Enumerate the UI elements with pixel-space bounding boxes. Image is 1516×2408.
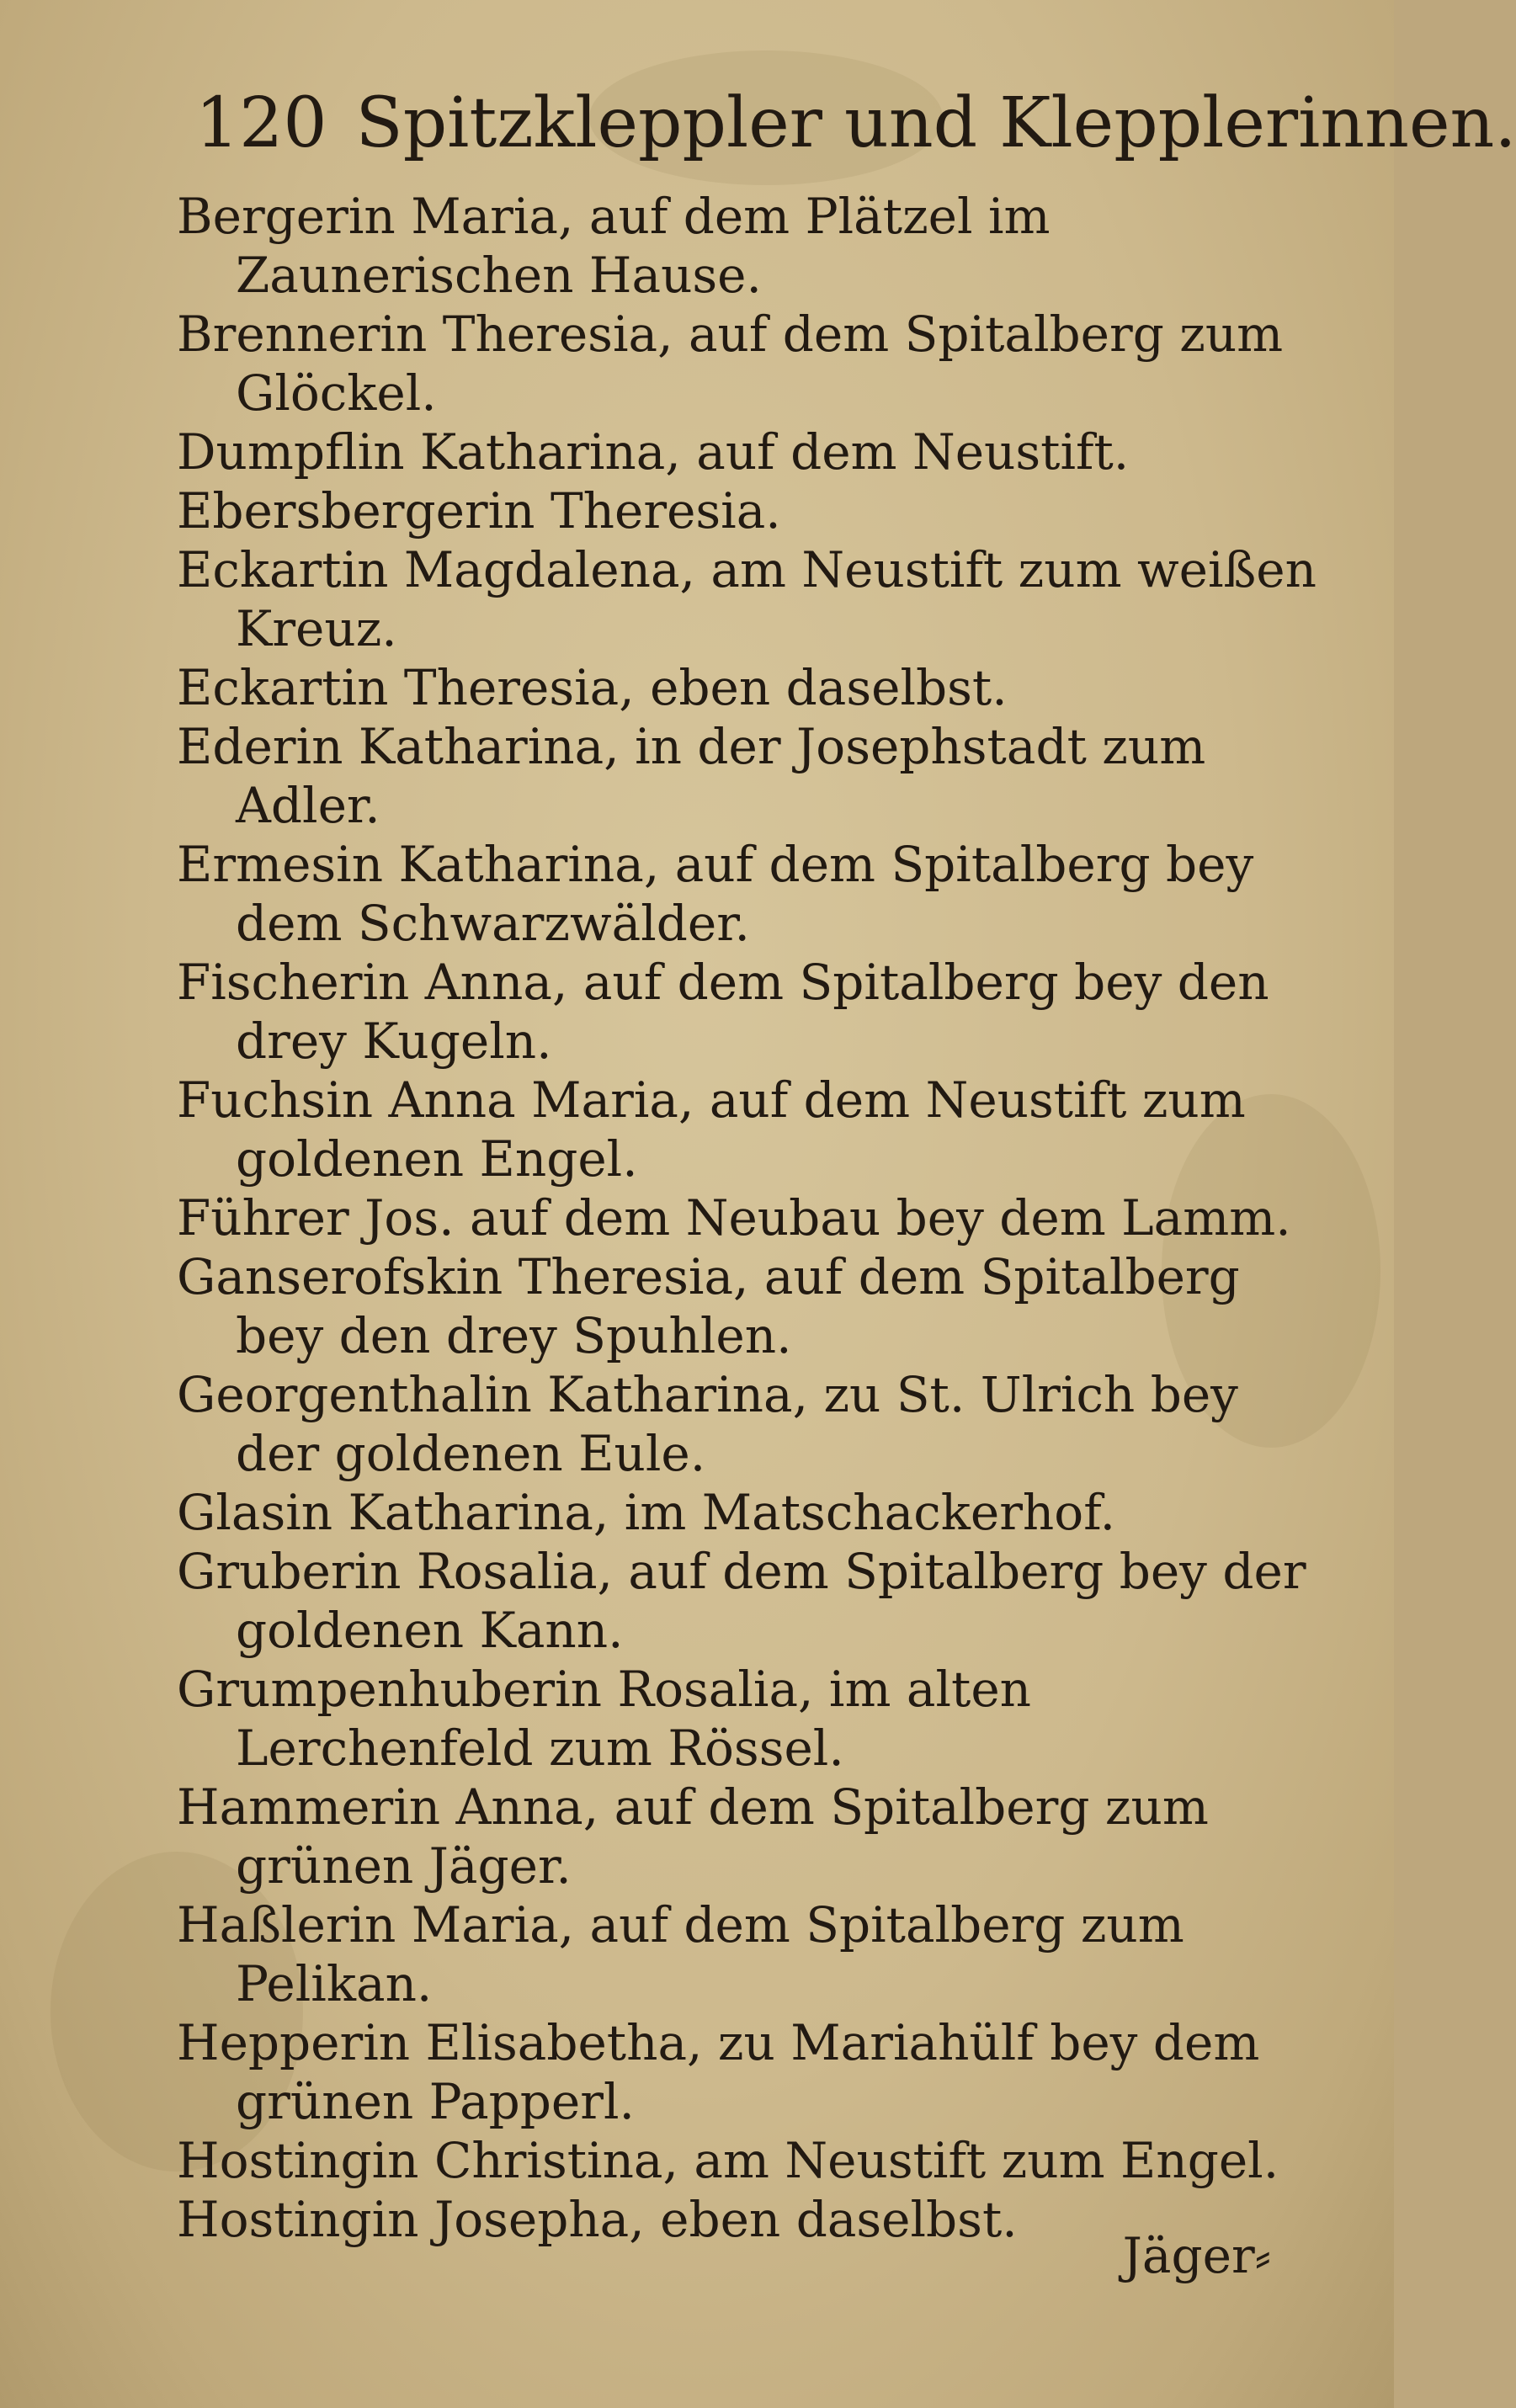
list-item: Eckartin Theresia, eben daselbst. <box>177 659 1008 716</box>
list-item: Ebersbergerin Theresia. <box>177 482 781 540</box>
list-item: Hostingin Josepha, eben daselbst. <box>177 2191 1018 2248</box>
list-item: Fischerin Anna, auf dem Spitalberg bey den drey Kugeln. <box>177 954 1269 1070</box>
running-title: Spitzkleppler und Klepplerinnen. <box>355 83 1516 163</box>
list-item: Gruberin Rosalia, auf dem Spitalberg bey der goldenen Kann. <box>177 1543 1306 1659</box>
list-item: Ederin Katharina, in der Josephstadt zum Adler. <box>177 718 1206 834</box>
list-item: Dumpflin Katharina, auf dem Neustift. <box>177 423 1130 481</box>
list-item: Hepperin Elisabetha, zu Mariahülf bey dem grünen Papperl. <box>177 2014 1260 2130</box>
list-item: Glasin Katharina, im Matschackerhof. <box>177 1484 1116 1541</box>
list-item: Führer Jos. auf dem Neubau bey dem Lamm. <box>177 1189 1291 1247</box>
list-item: Hostingin Christina, am Neustift zum Engel. <box>177 2132 1279 2189</box>
list-item: Brennerin Theresia, auf dem Spitalberg zum Glöckel. <box>177 306 1284 422</box>
page-number: 120 <box>195 83 327 163</box>
list-item: Georgenthalin Katharina, zu St. Ulrich bey der goldenen Eule. <box>177 1366 1238 1482</box>
entry-list <box>177 187 1322 2249</box>
list-item: Grumpenhuberin Rosalia, im alten Lerchenfeld zum Rössel. <box>177 1661 1032 1777</box>
catchword: Jäger⸗ <box>1122 2227 1271 2284</box>
list-item: Ganserofskin Theresia, auf dem Spitalberg bey den drey Spuhlen. <box>177 1248 1240 1364</box>
list-item: Ermesin Katharina, auf dem Spitalberg bey dem Schwarzwälder. <box>177 836 1254 952</box>
list-item: Haßlerin Maria, auf dem Spitalberg zum Pelikan. <box>177 1896 1184 2012</box>
page-header <box>195 77 1516 170</box>
list-item: Hammerin Anna, auf dem Spitalberg zum grünen Jäger. <box>177 1778 1209 1895</box>
list-item: Bergerin Maria, auf dem Plätzel im Zaunerischen Hause. <box>177 188 1051 304</box>
list-item: Eckartin Magdalena, am Neustift zum weißen Kreuz. <box>177 541 1317 657</box>
list-item: Fuchsin Anna Maria, auf dem Neustift zum goldenen Engel. <box>177 1071 1246 1188</box>
